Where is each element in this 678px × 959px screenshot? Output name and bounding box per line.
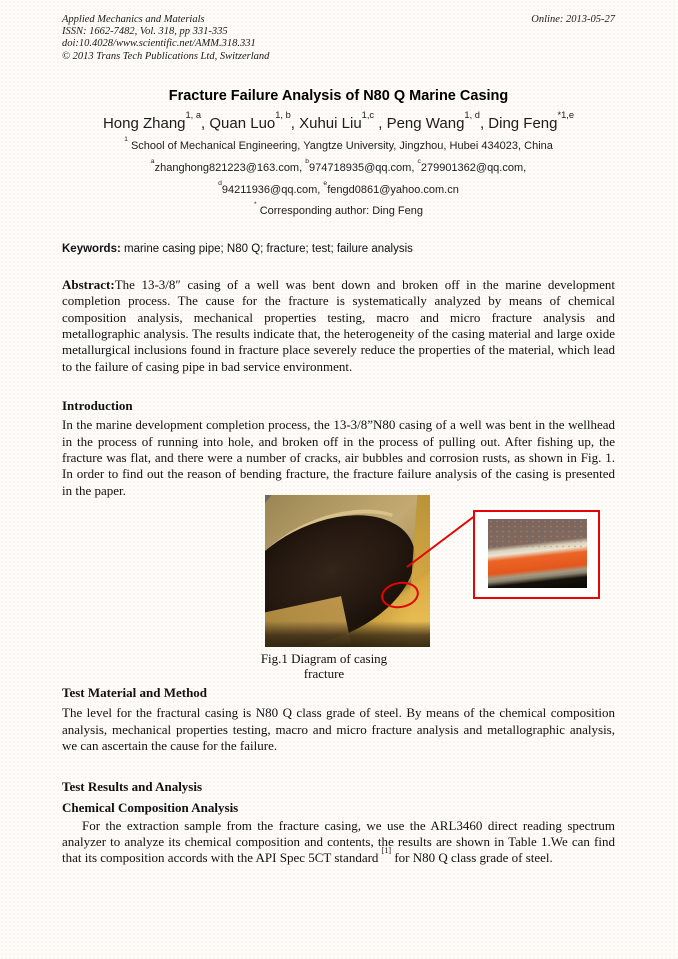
introduction-paragraph: In the marine development completion process, the 13-3/8”N80 casing of a well was bent in the wellhead in the process of running into hole, and broken off in the process of pulling out. After fishing up, the fracture was flat, and there were a number of cracks, air bubbles and corrosion rusts, as shown in Fig. 1. In order to find out the reason of bending fracture, the fracture failure analysis of the casing is presented in the paper. bbox=[62, 417, 615, 498]
chemical-composition-heading: Chemical Composition Analysis bbox=[62, 799, 239, 815]
test-material-heading: Test Material and Method bbox=[62, 685, 208, 701]
rust-detail-inset-photo bbox=[488, 519, 587, 588]
emails-line-2: $^d$94211936@qq.com, $^e$fengd0861@yahoo.com.cn bbox=[218, 180, 459, 196]
photo-bottom-shadow bbox=[265, 621, 430, 647]
rust-detail-inset-frame bbox=[473, 510, 600, 599]
authors-line: Hong Zhang$^{1, a}$, Quan Luo$^{1, b}$, Xuhui Liu$^{1,c}$ , Peng Wang$^{1, d}$, Ding Feng$^{*1,e}$ bbox=[102, 109, 575, 132]
keywords-label: Keywords: bbox=[62, 242, 121, 255]
affiliation-line: $^1$ School of Mechanical Engineering, Yangtze University, Jingzhou, Hubei 434023, China bbox=[124, 136, 553, 152]
page-title: Fracture Failure Analysis of N80 Q Marine Casing bbox=[168, 87, 509, 104]
corresponding-author-line: * Corresponding author: Ding Feng bbox=[254, 201, 423, 217]
emails-line-1: $^a$zhanghong821223@163.com, $^b$974718935@qq.com, $^c$279901362@qq.com, bbox=[150, 158, 527, 174]
journal-name: Applied Mechanics and Materials bbox=[62, 14, 205, 25]
abstract-paragraph bbox=[62, 277, 615, 375]
copyright-line: © 2013 Trans Tech Publications Ltd, Switzerland bbox=[62, 50, 270, 62]
online-date: Online: 2013-05-27 bbox=[531, 14, 615, 25]
casing-fracture-photo bbox=[265, 495, 430, 647]
journal-info-block bbox=[62, 14, 269, 63]
keywords-line bbox=[62, 242, 615, 256]
chemical-composition-paragraph: For the extraction sample from the fracture casing, we use the ARL3460 direct reading spectrum analyzer to analyze its chemical composition and contents, the results are shown in Table 1.We can find that its composition accords with the API Spec 5CT standard [1] for N80 Q class grade of steel. bbox=[62, 817, 615, 866]
doi-line: doi:10.4028/www.scientific.net/AMM.318.331 bbox=[62, 38, 256, 50]
journal-header bbox=[62, 14, 615, 63]
figure-1 bbox=[62, 495, 615, 682]
rust-speckle-texture bbox=[488, 519, 587, 548]
abstract-label: Abstract: bbox=[62, 276, 115, 292]
issn-volume-line: ISSN: 1662-7482, Vol. 318, pp 331-335 bbox=[62, 26, 228, 38]
test-results-heading: Test Results and Analysis bbox=[62, 778, 203, 794]
keywords-text: marine casing pipe; N80 Q; fracture; test; failure analysis bbox=[120, 242, 413, 255]
test-material-paragraph: The level for the fractural casing is N80 Q class grade of steel. By means of the chemical composition analysis, mechanical properties testing, macro and micro fracture analysis and metallographic analysis, we can ascertain the cause for the failure. bbox=[62, 705, 615, 754]
introduction-heading: Introduction bbox=[62, 398, 133, 414]
figure-1-caption: Fig.1 Diagram of casing fracture bbox=[260, 651, 388, 682]
abstract-text: The 13-3/8″ casing of a well was bent down and broken off in the marine development completion process. The cause for the fracture is systematically analyzed by means of chemical composition analysis, mechanical properties testing, macro and micro fracture analysis and metallographic analysis. The results indicate that, the heterogeneity of the casing material and large oxide metallurgical inclusions found in fracture place severely reduce the properties of the material, which lead to the failure of casing pipe in bad service environment. bbox=[62, 276, 615, 374]
